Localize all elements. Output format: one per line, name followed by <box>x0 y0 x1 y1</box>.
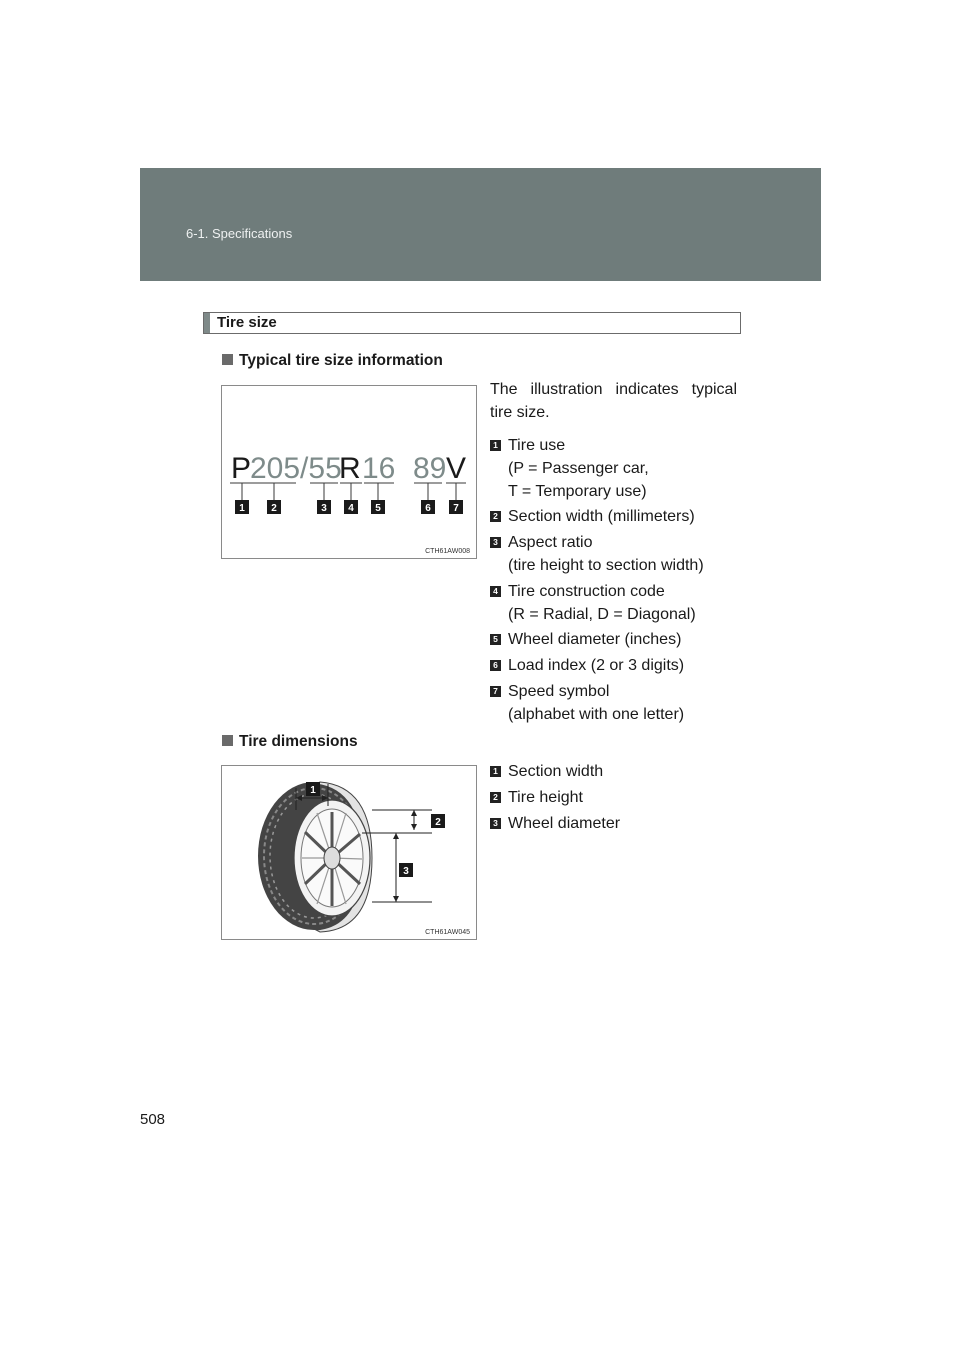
marker-7: 7 <box>453 503 459 514</box>
item-text: Section width (millimeters) <box>508 508 695 525</box>
section-accent <box>204 313 210 333</box>
list-item <box>490 434 649 503</box>
section-title-bar <box>203 312 741 334</box>
list-item <box>490 628 681 651</box>
number-badge: 4 <box>490 586 501 597</box>
item-text: Tire use <box>508 437 566 454</box>
code-part-speed-symbol: V <box>446 452 467 485</box>
marker-6: 6 <box>425 503 431 514</box>
tire-size-illustration <box>222 386 476 558</box>
number-badge: 2 <box>490 792 501 803</box>
list-item <box>490 680 684 726</box>
typical-tire-size-heading <box>222 352 443 370</box>
list-item <box>490 654 684 677</box>
figure-markers <box>235 500 463 514</box>
item-text-line2: (R = Radial, D = Diagonal) <box>508 606 696 623</box>
number-badge: 6 <box>490 660 501 671</box>
page-header <box>140 168 821 281</box>
tire-dimensions-illustration <box>222 766 476 939</box>
item-text-line3: T = Temporary use) <box>508 483 647 500</box>
number-badge: 5 <box>490 634 501 645</box>
marker-1: 1 <box>310 785 316 796</box>
code-part-load-index: 89 <box>413 452 447 485</box>
code-part-tire-use: P <box>231 452 252 485</box>
dimensions-heading-text: Tire dimensions <box>239 733 358 750</box>
intro-line-1: The illustration indicates typical <box>490 381 737 398</box>
figure-code: CTH61AW045 <box>425 929 470 936</box>
item-text: Load index (2 or 3 digits) <box>508 657 685 674</box>
item-text: Section width <box>508 763 604 780</box>
header-section-title: 6-1. Specifications <box>186 226 293 241</box>
number-badge: 1 <box>490 440 501 451</box>
number-badge: 1 <box>490 766 501 777</box>
item-text-line2: (alphabet with one letter) <box>508 706 685 723</box>
square-bullet-icon <box>222 354 233 365</box>
list-item <box>490 786 583 809</box>
tire-dimensions-figure <box>221 765 477 940</box>
item-text-line2: (P = Passenger car, <box>508 460 649 477</box>
item-text: Tire construction code <box>508 583 665 600</box>
marker-5: 5 <box>375 503 381 514</box>
marker-2: 2 <box>435 817 441 828</box>
leader-lines <box>230 483 466 500</box>
marker-3: 3 <box>321 503 327 514</box>
list-item <box>490 580 696 626</box>
item-text: Wheel diameter <box>508 815 621 832</box>
code-part-section-width: 205/55 <box>250 452 342 485</box>
item-text-line2: (tire height to section width) <box>508 557 704 574</box>
section-title: Tire size <box>217 314 277 331</box>
tire-dimensions-heading <box>222 733 358 751</box>
marker-1: 1 <box>239 503 245 514</box>
marker-2: 2 <box>271 503 277 514</box>
item-text: Wheel diameter (inches) <box>508 631 682 648</box>
list-item <box>490 531 704 577</box>
list-item <box>490 505 695 528</box>
intro-line-2: tire size. <box>490 404 550 421</box>
number-badge: 3 <box>490 818 501 829</box>
item-text: Aspect ratio <box>508 534 593 551</box>
code-part-wheel-diameter: 16 <box>362 452 396 485</box>
typical-heading-text: Typical tire size information <box>239 352 443 369</box>
typical-intro-text <box>490 378 737 424</box>
number-badge: 3 <box>490 537 501 548</box>
tire-drawing <box>258 782 372 932</box>
marker-4: 4 <box>348 503 354 514</box>
code-part-construction: R <box>339 452 361 485</box>
figure-code: CTH61AW008 <box>425 548 470 555</box>
item-text: Speed symbol <box>508 683 610 700</box>
tire-size-figure <box>221 385 477 559</box>
number-badge: 7 <box>490 686 501 697</box>
item-text: Tire height <box>508 789 583 806</box>
page-number: 508 <box>140 1111 166 1128</box>
number-badge: 2 <box>490 511 501 522</box>
list-item <box>490 760 603 783</box>
square-bullet-icon <box>222 735 233 746</box>
marker-3: 3 <box>403 866 409 877</box>
list-item <box>490 812 620 835</box>
